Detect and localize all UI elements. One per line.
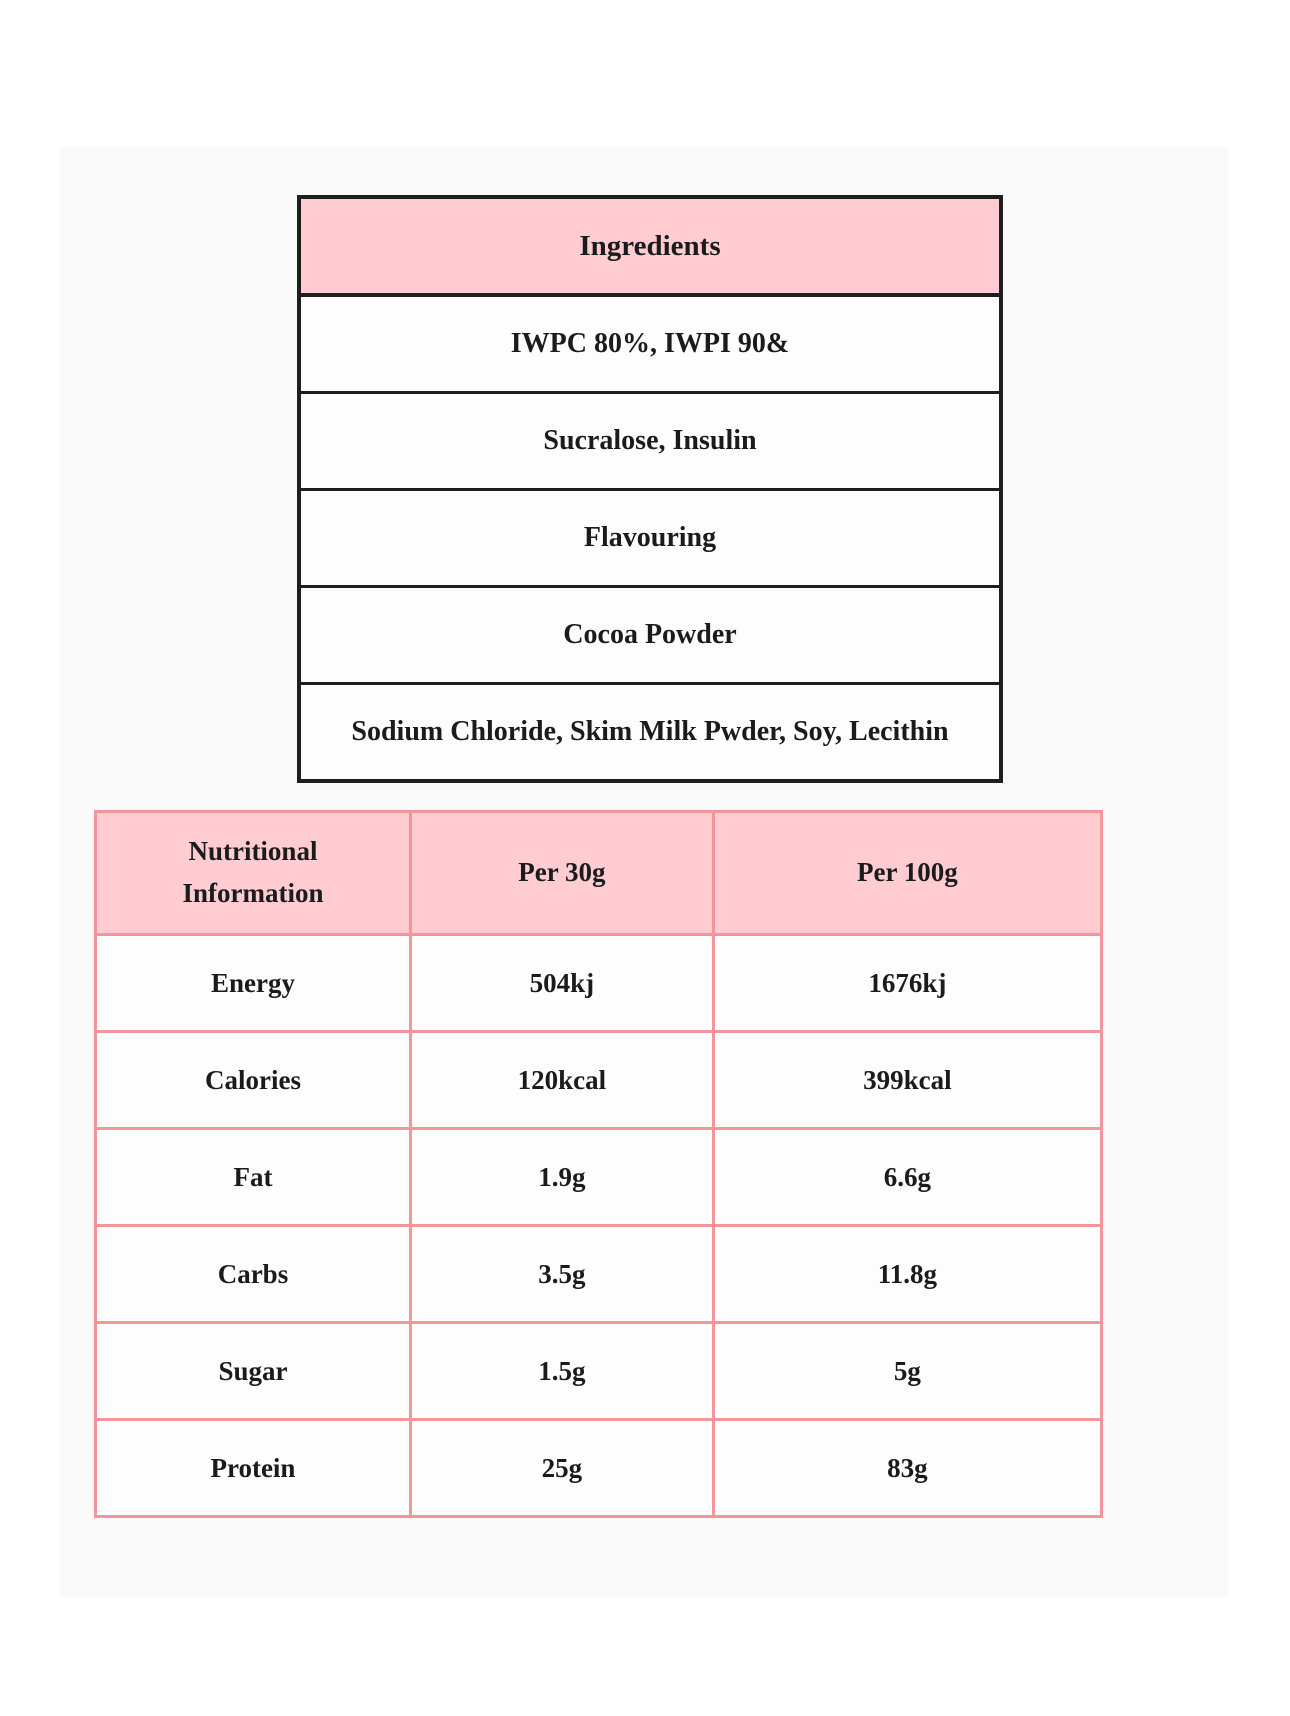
nutrition-value-per30g — [412, 1421, 715, 1515]
nutrition-value-per30g — [412, 1033, 715, 1130]
nutrition-value-per30g — [412, 1227, 715, 1324]
ingredient-row — [301, 491, 999, 588]
nutrition-value-text: 399kcal — [863, 1064, 952, 1095]
ingredient-row-text: Sucralose, Insulin — [543, 425, 757, 456]
nutrition-value-per30g — [412, 1324, 715, 1421]
ingredient-row-text: Flavouring — [583, 522, 717, 553]
nutrition-header-per100g: Per 100g — [857, 857, 958, 888]
nutrition-label-text: Sugar — [218, 1355, 288, 1386]
nutrition-label-text: Carbs — [217, 1258, 289, 1289]
nutrition-label-text: Calories — [204, 1064, 301, 1095]
nutrition-value-text: 504kj — [529, 967, 595, 998]
nutrition-row-label — [97, 1130, 412, 1227]
ingredients-table — [297, 195, 1003, 783]
nutrition-header-per30g: Per 30g — [518, 857, 606, 888]
nutrition-row-label — [97, 1033, 412, 1130]
nutrition-value-per100g — [715, 1033, 1100, 1130]
nutrition-value-per30g — [412, 1130, 715, 1227]
nutrition-table — [94, 810, 1103, 1518]
nutrition-value-per100g — [715, 1324, 1100, 1421]
ingredient-row-text: IWPC 80%, IWPI 90& — [510, 328, 790, 359]
nutrition-value-text: 6.6g — [883, 1161, 932, 1192]
nutrition-header-cell-label — [97, 813, 412, 936]
ingredient-row-text: Cocoa Powder — [563, 619, 737, 650]
nutrition-value-text: 83g — [887, 1452, 928, 1483]
nutrition-label-text: Fat — [233, 1161, 273, 1192]
nutrition-value-per100g — [715, 1130, 1100, 1227]
ingredient-row — [301, 297, 999, 394]
nutrition-header-cell-per100g — [715, 813, 1100, 936]
nutrition-value-text: 25g — [541, 1452, 583, 1483]
nutrition-row-label — [97, 1421, 412, 1515]
nutrition-label-text: Energy — [210, 967, 295, 998]
nutrition-value-per30g — [412, 936, 715, 1033]
ingredient-row-text: Sodium Chloride, Skim Milk Pwder, Soy, Lecithin — [351, 716, 949, 747]
ingredient-row — [301, 394, 999, 491]
nutrition-value-text: 11.8g — [877, 1258, 938, 1289]
nutrition-value-text: 1676kj — [868, 967, 947, 998]
nutrition-row-label — [97, 936, 412, 1033]
nutrition-row-label — [97, 1324, 412, 1421]
nutrition-header-cell-per30g — [412, 813, 715, 936]
ingredient-row — [301, 588, 999, 685]
nutrition-value-text: 120kcal — [517, 1064, 607, 1095]
nutrition-row-label — [97, 1227, 412, 1324]
nutrition-value-per100g — [715, 1227, 1100, 1324]
nutrition-value-text: 1.9g — [538, 1161, 586, 1192]
ingredients-title: Ingredients — [579, 229, 721, 262]
ingredient-row — [301, 685, 999, 779]
nutrition-value-per100g — [715, 936, 1100, 1033]
nutrition-value-text: 1.5g — [538, 1355, 586, 1386]
ingredients-table-header — [301, 199, 999, 297]
nutrition-value-text: 5g — [893, 1355, 921, 1386]
nutrition-header-title: Nutritional Information — [182, 836, 324, 908]
nutrition-value-text: 3.5g — [538, 1258, 586, 1289]
nutrition-label-text: Protein — [210, 1452, 296, 1483]
nutrition-value-per100g — [715, 1421, 1100, 1515]
